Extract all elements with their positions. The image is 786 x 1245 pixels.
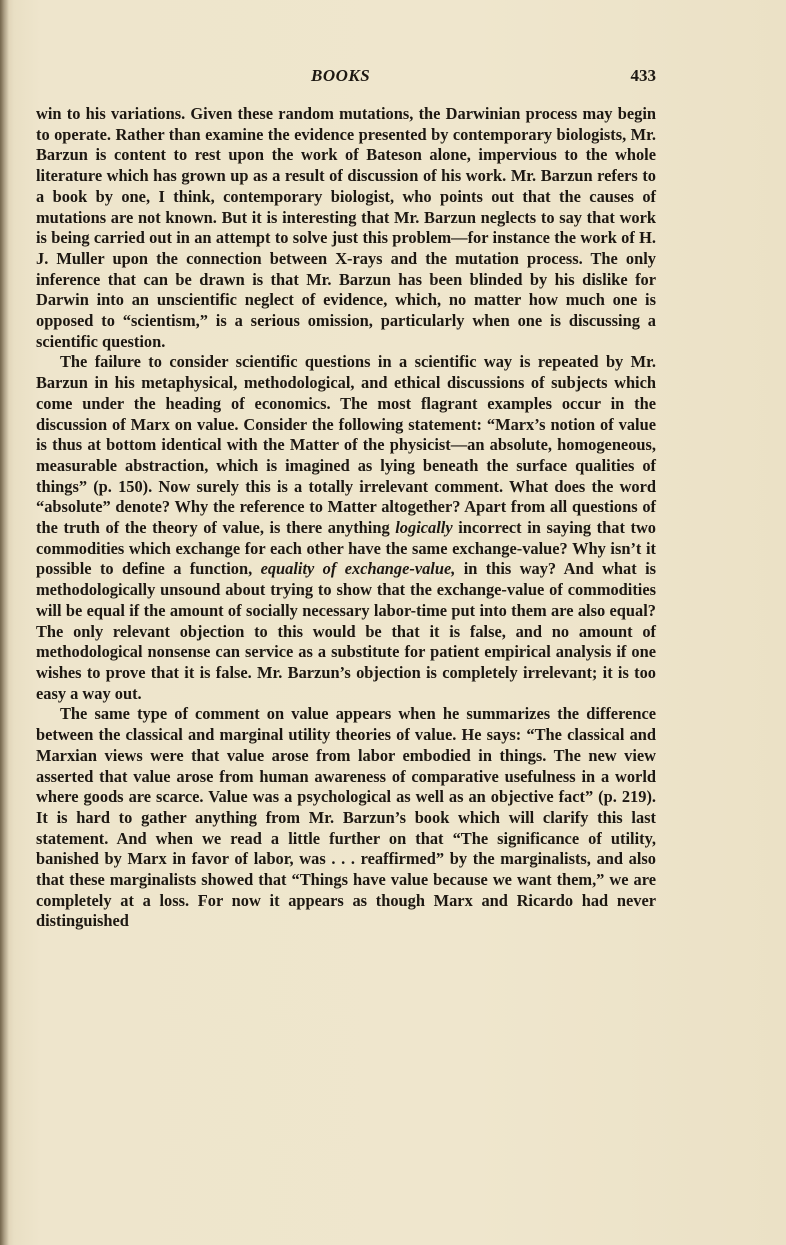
paragraph-text: The same type of comment on value appears when he summarizes the difference between the classical and marginal utility theories of value. He says: “The classical and Marxian views were that value arose from labor embodied in things. The new view asserted that value arose from human awareness of comparative usefulness in a world where goods are scarce. Value was a psychological as well as an objective fact” (p. 219). It is hard to gather anything from Mr. Barzun’s book which will clarify this last statement. And when we read a little further on that “The significance of utility, banished by Marx in favor of labor, was . . . reaffirmed” by the marginalists, and also that these marginalists showed that “Things have value because we want them,” we are completely at a loss. For now it appears as though Marx and Ricardo had never distinguished <box>36 704 656 931</box>
running-head <box>36 66 656 90</box>
italic-emphasis: logically <box>395 518 453 538</box>
paragraph-3 <box>36 704 656 932</box>
paragraph-1 <box>36 104 656 352</box>
paragraph-text: win to his variations. Given these random mutations, the Darwinian process may begin to operate. Rather than examine the evidence presented by contemporary biologists, Mr. Barzun is content to rest upon the work of Bateson alone, impervious to the whole literature which has grown up as a result of discussion of his work. Mr. Barzun refers to a book by one, I think, contemporary biologist, who points out that the causes of mutations are not known. But it is interesting that Mr. Barzun neglects to say that work is being carried out in an attempt to solve just this problem—for instance the work of H. J. Muller upon the connection between X-rays and the mutation process. The only inference that can be drawn is that Mr. Barzun has been blinded by his dislike for Darwin into an unscientific neglect of evidence, which, no matter how much one is opposed to “scientism,” is a serious omission, particularly when one is discussing a scientific question. <box>36 104 656 351</box>
italic-emphasis: equality of exchange-value, <box>260 559 456 579</box>
paragraph-2 <box>36 352 656 704</box>
spine-shadow <box>0 0 9 1245</box>
body-text <box>36 104 656 932</box>
paragraph-text: in this way? And what is methodologically unsound about trying to show that the exchange-value of commodities will be equal if the amount of socially necessary labor-time put into them are also equal? The only relevant objection to this would be that it is false, and no amount of methodological nonsense can service as a substitute for patient empirical analysis if one wishes to prove that it is false. Mr. Barzun’s objection is completely irrelevant; it is too easy a way out. <box>36 559 656 703</box>
page-number: 433 <box>630 66 656 85</box>
paragraph-text: incorrect in saying that two commodities which exchange for each other have the same exchange-value? Why isn’t it possible to define a function, <box>36 518 656 579</box>
paragraph-text: The failure to consider scientific questions in a scientific way is repeated by Mr. Barzun in his metaphysical, methodological, and ethical discussions of subjects which come under the heading of economics. The most flagrant examples occur in the discussion of Marx on value. Consider the following statement: “Marx’s notion of value is thus at bottom identical with the Matter of the physicist—an absolute, homogeneous, measurable abstraction, which is imagined as lying beneath the surface qualities of things” (p. 150). Now surely this is a totally irrelevant comment. What does the word “absolute” denote? Why the reference to Matter altogether? Apart from all questions of the truth of the theory of value, is there anything <box>36 352 656 538</box>
running-title: BOOKS <box>311 66 371 85</box>
